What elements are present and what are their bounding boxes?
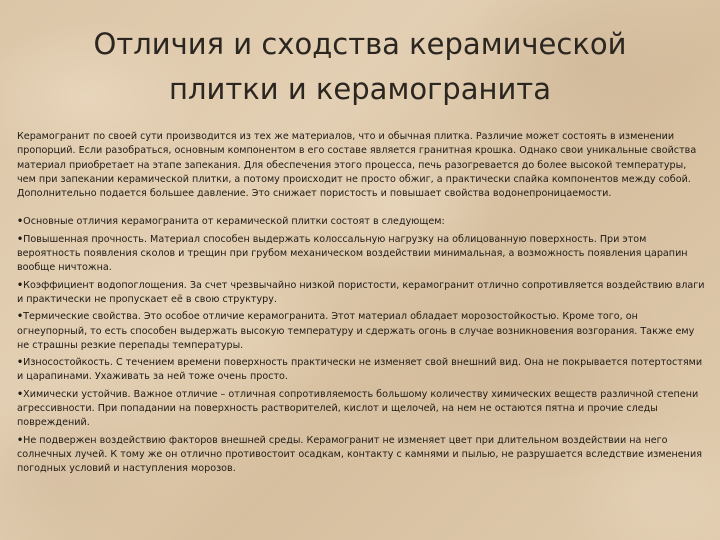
bullet-text: Термические свойства. Это особое отличие керамогранита. Этот материал обладает морозостойкостью. Кроме того, он огнеупорный, то есть способен выдержать высокую температуру и сдержать огонь в случае возникновения возгорания. Также ему не страшны резкие перепады температуры. (17, 311, 695, 351)
bullet-item (17, 233, 707, 276)
bullet-marker: • (17, 279, 24, 291)
bullet-item (17, 434, 707, 477)
bullet-text: Износостойкость. С течением времени поверхность практически не изменяет свой внешний вид. Она не покрывается потертостями и царапинами. Ухаживать за ней тоже очень просто. (17, 357, 703, 383)
bullet-item (17, 310, 707, 353)
bullet-marker: • (17, 311, 24, 323)
slide-title-line-2: плитки и керамогранита (169, 72, 551, 106)
bullet-text: Не подвержен воздействию факторов внешней среды. Керамогранит не изменяет цвет при длительном воздействии на него солнечных лучей. К тому же он отлично противостоит осадкам, контакту с камнями и пылью, не разрушается вследствие изменения погодных условий и наступления морозов. (17, 434, 702, 475)
bullet-marker: • (17, 388, 24, 400)
slide-title-line-1: Отличия и сходства керамической (93, 27, 627, 61)
slide-title (0, 22, 720, 112)
bullet-text: Повышенная прочность. Материал способен выдержать колоссальную нагрузку на облицованную поверхность. При этом вероятность появления сколов и трещин при грубом механическом воздействии минимальная, а возможность появления царапин вообще ничтожна. (17, 233, 688, 274)
slide-body (17, 130, 707, 480)
bullet-item (17, 279, 707, 308)
bullet-item (17, 388, 707, 431)
bullet-marker: • (17, 434, 24, 446)
bullet-text: Основные отличия керамогранита от керамической плитки состоят в следующем: (23, 216, 445, 228)
bullet-text: Коэффициент водопоглощения. За счет чрезвычайно низкой пористости, керамогранит отлично сопротивляется воздействию влаги и практически не пропускает её в свою структуру. (17, 279, 705, 305)
bullet-marker: • (17, 233, 24, 245)
bullet-marker: • (17, 216, 24, 228)
bullet-item (17, 215, 707, 229)
bullet-text: Химически устойчив. Важное отличие – отличная сопротивляемость большому количеству химических веществ различной степени агрессивности. При попадании на поверхность растворителей, кислот и щелочей, на нем не остаются пятна и прочие следы повреждений. (17, 388, 699, 429)
bullet-marker: • (17, 357, 24, 369)
bullet-item (17, 356, 707, 385)
intro-paragraph: Керамогранит по своей сути производится из тех же материалов, что и обычная плитка. Различие может состоять в изменении пропорций. Если разобраться, основным компонентом в его составе является гранитная крошка. Однако свои уникальные свойства материал приобретает на этапе запекания. Для обеспечения этого процесса, печь разогревается до более высокой температуры, чем при запекании керамической плитки, а потому происходит не просто обжиг, а практически спайка компонентов между собой. Дополнительно подается большее давление. Это снижает пористость и повышает свойства водонепроницаемости. (17, 131, 697, 200)
